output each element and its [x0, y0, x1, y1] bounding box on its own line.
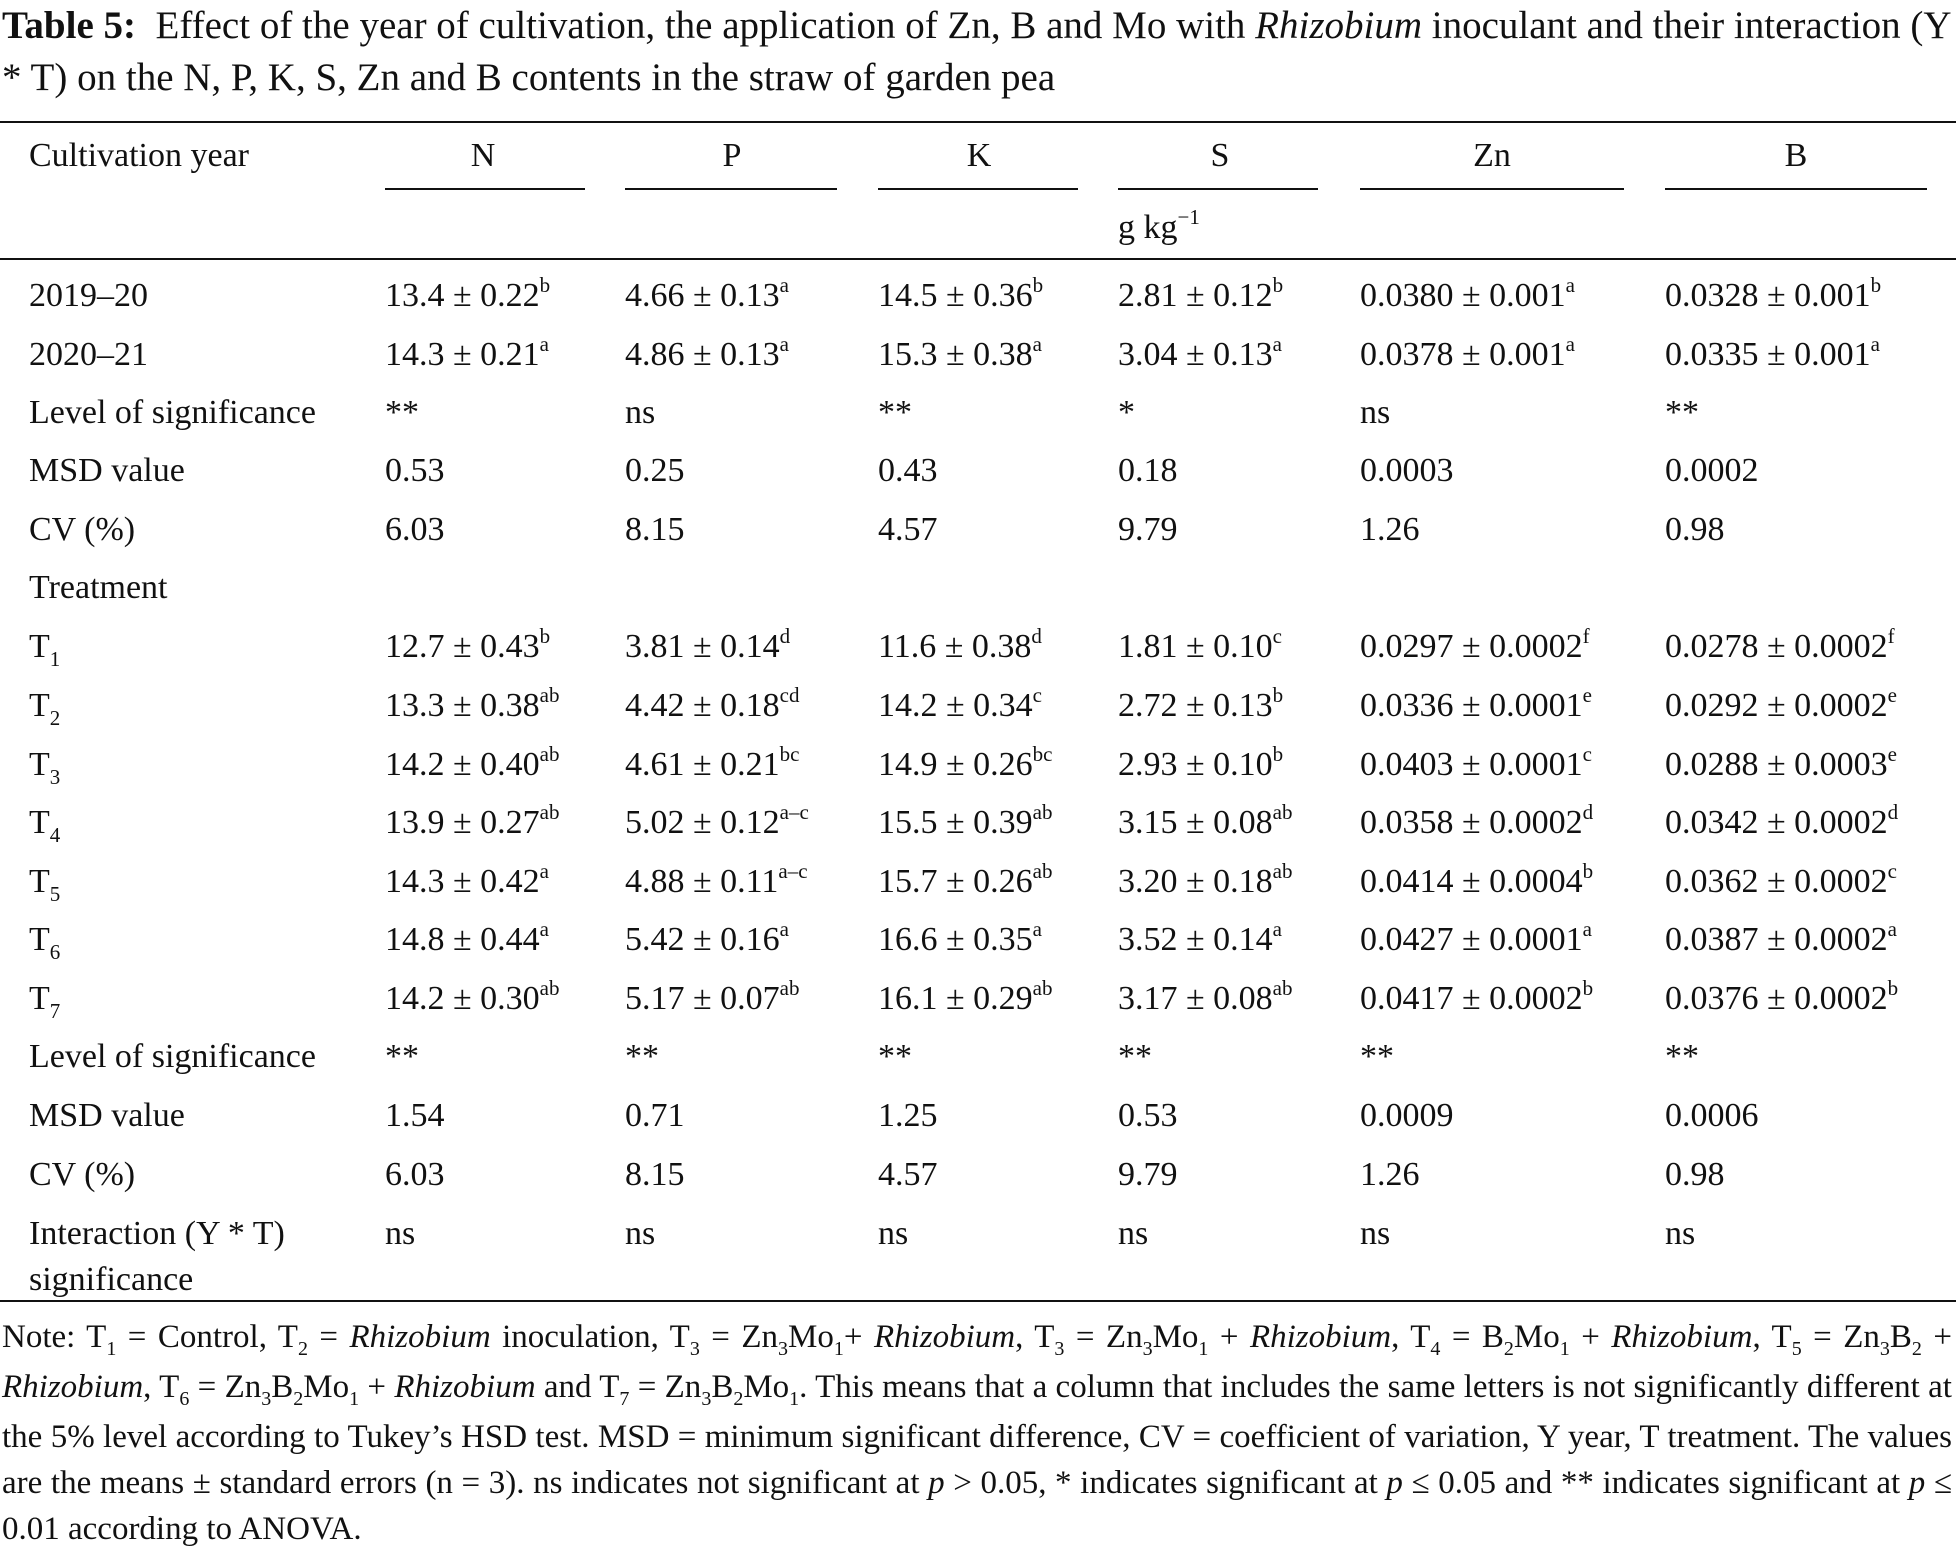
table-note: Note: $T_1$ = Control, $T_2$ = Rhizobium inoculation, $T_3 = Zn_3Mo_1+$ Rhizobium, $T_3 = Zn_3Mo_1$ + Rhizobium, $T_4 = B_2Mo_1$ + Rhizobium, $T_5 = Zn_3B_2$ + Rhizobium, $T_6 = Zn_3B_2Mo_1$ + Rhizobium and $T_7 = Zn_3B_2Mo_1$. This means that a column that includes the same letters is not significantly different at the 5% level according to Tukey’s HSD test. MSD = minimum significant difference, CV = coefficient of variation, Y year, T treatment. The values are the means ± standard errors (n = 3). ns indicates not significant at p > 0.05, * indicates significant at p ≤ 0.05 and ** indicates significant at p ≤ 0.01 according to ANOVA.	[2, 1319, 1952, 1547]
row-label: Level of significance	[29, 394, 316, 431]
table-cell: 1.81 ± 0.10$^c$	[1118, 624, 1282, 665]
table-cell: 4.66 ± 0.13$^a$	[625, 273, 789, 314]
column-header-k: K	[966, 137, 992, 174]
table-cell: ns	[1360, 394, 1391, 431]
column-header-zn: Zn	[1473, 137, 1511, 174]
table-cell: 0.0292 ± 0.0002$^e$	[1665, 683, 1897, 724]
column-header-n: N	[470, 137, 496, 174]
treatment-label: $T_3$	[29, 746, 61, 789]
table-cell: 0.71	[625, 1097, 685, 1134]
table-cell: 14.3 ± 0.21$^a$	[385, 332, 549, 373]
caption-label: Table 5:	[2, 4, 137, 47]
column-header-s: S	[1210, 137, 1230, 174]
table-cell: 2.81 ± 0.12$^b$	[1118, 273, 1284, 314]
table-cell: 6.03	[385, 1156, 445, 1193]
table-cell: 14.2 ± 0.30$^{ab}$	[385, 976, 560, 1017]
table-cell: 9.79	[1118, 511, 1178, 548]
table-header-rule	[0, 258, 1956, 260]
table-cell: 4.86 ± 0.13$^a$	[625, 332, 789, 373]
table-cell: 14.2 ± 0.40$^{ab}$	[385, 742, 560, 783]
table-cell: 0.0278 ± 0.0002$^f$	[1665, 624, 1895, 665]
table-cell: 13.3 ± 0.38$^{ab}$	[385, 683, 560, 724]
table-cell: 3.20 ± 0.18$^{ab}$	[1118, 859, 1293, 900]
table-caption	[2, 0, 1952, 104]
table-cell: ns	[1360, 1215, 1391, 1252]
table-cell: 0.53	[385, 452, 445, 489]
row-label: Level of significance	[29, 1038, 316, 1075]
treatment-label: $T_1$	[29, 628, 61, 671]
table-cell: 14.9 ± 0.26$^{bc}$	[878, 742, 1053, 783]
table-cell: 0.0342 ± 0.0002$^d$	[1665, 800, 1899, 841]
table-cell: 15.7 ± 0.26$^{ab}$	[878, 859, 1053, 900]
treatment-label: $T_7$	[29, 980, 61, 1023]
table-cell: **	[385, 1038, 419, 1075]
table-cell: 8.15	[625, 511, 685, 548]
table-cell: 0.0417 ± 0.0002$^b$	[1360, 976, 1594, 1017]
treatment-label: $T_4$	[29, 804, 61, 847]
row-label: 2020–21	[29, 336, 148, 373]
table-cell: 1.54	[385, 1097, 445, 1134]
row-label: CV (%)	[29, 1156, 136, 1193]
table-cell: 0.0403 ± 0.0001$^c$	[1360, 742, 1592, 783]
table-cell: 0.0376 ± 0.0002$^b$	[1665, 976, 1899, 1017]
table-cell: $4.88 \pm 0.11^{a-c}$	[625, 859, 808, 900]
table-cell: 0.0297 ± 0.0002$^f$	[1360, 624, 1590, 665]
table-cell: 0.0288 ± 0.0003$^e$	[1665, 742, 1897, 783]
treatment-header: Treatment	[29, 569, 168, 606]
table-cell: 3.52 ± 0.14$^a$	[1118, 917, 1282, 958]
column-header-rule	[625, 188, 837, 190]
table-bottom-rule	[0, 1300, 1956, 1302]
table-cell: **	[385, 394, 419, 431]
row-label: 2019–20	[29, 277, 148, 314]
table-cell: 0.43	[878, 452, 938, 489]
table-cell: 0.0328 ± 0.001$^b$	[1665, 273, 1882, 314]
caption-text-1: Effect of the year of cultivation, the application of Zn, B and Mo with	[155, 4, 1246, 47]
row-label: MSD value	[29, 452, 185, 489]
column-header-b: B	[1784, 137, 1808, 174]
table-cell: 0.0002	[1665, 452, 1759, 489]
table-cell: 0.0427 ± 0.0001$^a$	[1360, 917, 1592, 958]
table-cell: 5.42 ± 0.16$^a$	[625, 917, 789, 958]
table-cell: 0.0387 ± 0.0002$^a$	[1665, 917, 1897, 958]
table-cell: 0.0009	[1360, 1097, 1454, 1134]
table-cell: 0.18	[1118, 452, 1178, 489]
table-cell: 1.26	[1360, 1156, 1420, 1193]
table-cell: 3.15 ± 0.08$^{ab}$	[1118, 800, 1293, 841]
row-label: MSD value	[29, 1097, 185, 1134]
table-cell: 0.0006	[1665, 1097, 1759, 1134]
table-cell: 4.42 ± 0.18$^{cd}$	[625, 683, 800, 724]
table-top-rule	[0, 121, 1956, 123]
table-cell: 14.8 ± 0.44$^a$	[385, 917, 549, 958]
table-cell: 2.72 ± 0.13$^b$	[1118, 683, 1284, 724]
table-cell: 0.25	[625, 452, 685, 489]
table-cell: 14.3 ± 0.42$^a$	[385, 859, 549, 900]
table-cell: 0.0336 ± 0.0001$^e$	[1360, 683, 1592, 724]
table-cell: 13.4 ± 0.22$^b$	[385, 273, 551, 314]
table-cell: 4.57	[878, 511, 938, 548]
table-cell: ns	[1118, 1215, 1149, 1252]
column-header-rule	[1665, 188, 1927, 190]
treatment-label: $T_2$	[29, 687, 61, 730]
table-cell: **	[878, 394, 912, 431]
table-cell: **	[1360, 1038, 1394, 1075]
caption-italic: Rhizobium	[1255, 4, 1422, 47]
table-cell: **	[1118, 1038, 1152, 1075]
treatment-label: $T_6$	[29, 921, 61, 964]
treatment-label: $T_5$	[29, 863, 61, 906]
table-cell: **	[1665, 394, 1699, 431]
table-cell: 9.79	[1118, 1156, 1178, 1193]
column-header-rule	[385, 188, 585, 190]
table-cell: 4.57	[878, 1156, 938, 1193]
table-cell: ns	[625, 1215, 656, 1252]
table-cell: 1.26	[1360, 511, 1420, 548]
table-cell: ns	[625, 394, 656, 431]
table-cell: 16.6 ± 0.35$^a$	[878, 917, 1042, 958]
table-cell: **	[625, 1038, 659, 1075]
row-header-label: Cultivation year	[29, 137, 250, 174]
table-cell: 12.7 ± 0.43$^b$	[385, 624, 551, 665]
table-cell: *	[1118, 394, 1135, 431]
unit-label: g $kg^{-1}$	[1118, 205, 1200, 246]
table-cell: 0.0362 ± 0.0002$^c$	[1665, 859, 1897, 900]
column-header-rule	[1118, 188, 1318, 190]
table-cell: 0.0414 ± 0.0004$^b$	[1360, 859, 1594, 900]
table-cell: 14.5 ± 0.36$^b$	[878, 273, 1044, 314]
table-cell: 0.0003	[1360, 452, 1454, 489]
table-cell: 4.61 ± 0.21$^{bc}$	[625, 742, 800, 783]
table-cell: ns	[878, 1215, 909, 1252]
table-cell: 0.0358 ± 0.0002$^d$	[1360, 800, 1594, 841]
table-cell: $5.02 \pm 0.12^{a-c}$	[625, 800, 809, 841]
table-cell: 15.5 ± 0.39$^{ab}$	[878, 800, 1053, 841]
table-cell: 11.6 ± 0.38$^d$	[878, 624, 1042, 665]
table-cell: **	[1665, 1038, 1699, 1075]
interaction-label: Interaction (Y * T)	[29, 1215, 285, 1252]
table-cell: 0.0335 ± 0.001$^a$	[1665, 332, 1880, 373]
table-cell: 3.17 ± 0.08$^{ab}$	[1118, 976, 1293, 1017]
table-cell: 1.25	[878, 1097, 938, 1134]
caption-text-2: inoculant and their interaction (Y * T) on the N, P, K, S, Zn and B contents in the straw of garden pea	[2, 4, 1951, 99]
table-cell: **	[878, 1038, 912, 1075]
table-cell: 0.98	[1665, 1156, 1725, 1193]
column-header-p: P	[722, 137, 742, 174]
table-cell: 6.03	[385, 511, 445, 548]
table-cell: 0.0378 ± 0.001$^a$	[1360, 332, 1575, 373]
table-cell: 13.9 ± 0.27$^{ab}$	[385, 800, 560, 841]
table-cell: 3.81 ± 0.14$^d$	[625, 624, 791, 665]
column-header-rule	[1360, 188, 1624, 190]
row-label: CV (%)	[29, 511, 136, 548]
table-cell: 16.1 ± 0.29$^{ab}$	[878, 976, 1053, 1017]
table-cell: 3.04 ± 0.13$^a$	[1118, 332, 1282, 373]
interaction-label-2: significance	[29, 1261, 194, 1298]
table-cell: 0.0380 ± 0.001$^a$	[1360, 273, 1575, 314]
table-cell: 14.2 ± 0.34$^c$	[878, 683, 1042, 724]
table-cell: ns	[385, 1215, 416, 1252]
table-cell: 15.3 ± 0.38$^a$	[878, 332, 1042, 373]
column-header-rule	[878, 188, 1078, 190]
table-cell: 0.98	[1665, 511, 1725, 548]
table-cell: 0.53	[1118, 1097, 1178, 1134]
table-cell: ns	[1665, 1215, 1696, 1252]
table-cell: 8.15	[625, 1156, 685, 1193]
table-cell: 2.93 ± 0.10$^b$	[1118, 742, 1284, 783]
table-cell: 5.17 ± 0.07$^{ab}$	[625, 976, 800, 1017]
